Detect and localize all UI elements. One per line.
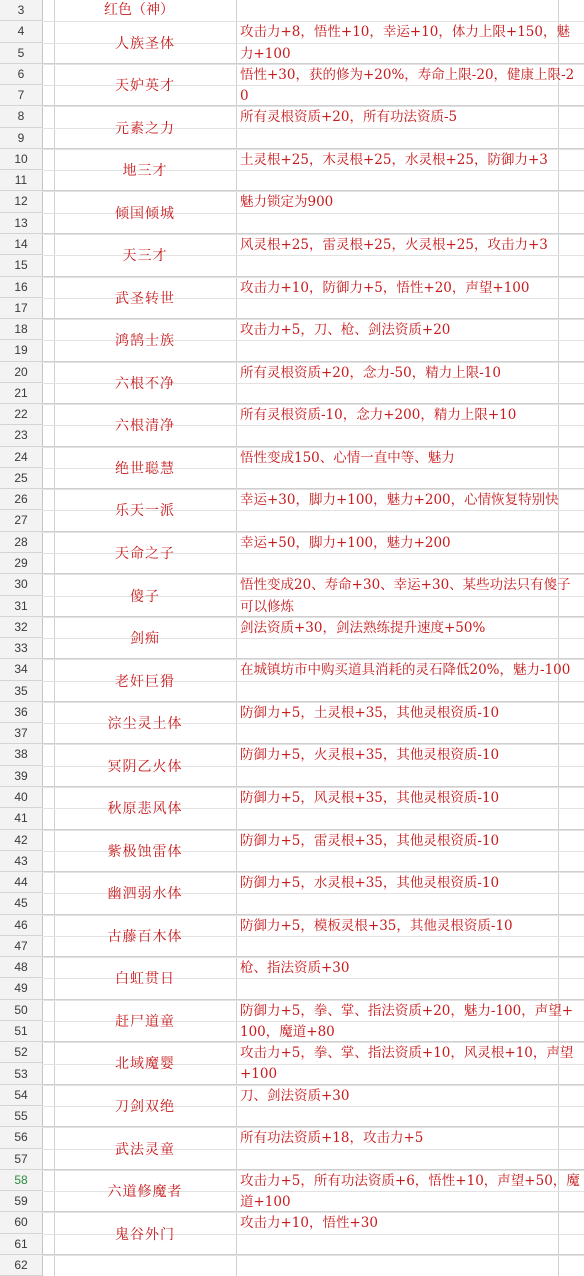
row-number[interactable]: 58 <box>0 1170 42 1191</box>
trait-effect-cell[interactable]: 土灵根+25，木灵根+25，水灵根+25，防御力+3 <box>240 151 548 168</box>
row-number[interactable]: 9 <box>0 128 42 149</box>
trait-name-cell[interactable]: 淙尘灵土体 <box>107 716 183 733</box>
row-number[interactable]: 14 <box>0 234 42 255</box>
row-number[interactable]: 34 <box>0 659 42 680</box>
row-number[interactable]: 59 <box>0 1191 42 1212</box>
row-number[interactable]: 4 <box>0 21 42 42</box>
trait-name-cell[interactable]: 傻子 <box>130 588 160 605</box>
trait-effect-cell[interactable]: 幸运+50，脚力+100，魅力+200 <box>240 534 451 551</box>
trait-effect-cell[interactable]: 防御力+5，拳、掌、指法资质+20，魅力-100，声望+100，魔道+80 <box>240 1002 574 1040</box>
trait-effect-cell[interactable]: 所有灵根资质+20，所有功法资质-5 <box>240 109 458 126</box>
row-number[interactable]: 26 <box>0 489 42 510</box>
row-number[interactable]: 20 <box>0 362 42 383</box>
row-number[interactable]: 38 <box>0 744 42 765</box>
trait-effect-cell[interactable]: 刀、剑法资质+30 <box>240 1087 350 1104</box>
row-number[interactable]: 47 <box>0 936 42 957</box>
trait-name-cell[interactable]: 乐天一派 <box>115 503 175 520</box>
trait-name-cell[interactable]: 武法灵童 <box>115 1141 175 1158</box>
row-number[interactable]: 25 <box>0 468 42 489</box>
row-number[interactable]: 40 <box>0 787 42 808</box>
row-number[interactable]: 8 <box>0 106 42 127</box>
trait-effect-cell[interactable]: 攻击力+5，所有功法资质+6，悟性+10，声望+50，魔道+100 <box>240 1172 580 1211</box>
trait-effect-cell[interactable]: 防御力+5，火灵根+35，其他灵根资质-10 <box>240 747 500 764</box>
trait-effect-cell[interactable]: 所有灵根资质+20，念力-50，精力上限-10 <box>240 364 501 381</box>
trait-effect-cell[interactable]: 悟性变成150、心情一直中等、魅力 <box>240 449 455 466</box>
row-number[interactable]: 57 <box>0 1149 42 1170</box>
trait-effect-cell[interactable]: 攻击力+10，悟性+30 <box>240 1215 378 1232</box>
row-number[interactable]: 39 <box>0 766 42 787</box>
row-number[interactable]: 49 <box>0 978 42 999</box>
trait-name-cell[interactable]: 六根清净 <box>115 418 175 435</box>
trait-effect-cell[interactable]: 幸运+30，脚力+100，魅力+200，心情恢复特别快 <box>240 492 559 509</box>
row-number[interactable]: 33 <box>0 638 42 659</box>
row-number[interactable]: 56 <box>0 1127 42 1148</box>
trait-name-cell[interactable]: 北域魔婴 <box>115 1056 175 1073</box>
trait-name-cell[interactable]: 倾国倾城 <box>115 205 175 222</box>
row-number[interactable]: 27 <box>0 510 42 531</box>
row-number[interactable]: 22 <box>0 404 42 425</box>
row-number[interactable]: 61 <box>0 1234 42 1255</box>
row-number[interactable]: 21 <box>0 383 42 404</box>
row-number[interactable]: 28 <box>0 532 42 553</box>
row-number[interactable]: 15 <box>0 255 42 276</box>
trait-name-cell[interactable]: 人族圣体 <box>115 35 175 52</box>
row-number[interactable]: 29 <box>0 553 42 574</box>
trait-name-cell[interactable]: 古藤百木体 <box>107 928 183 945</box>
trait-name-cell[interactable]: 武圣转世 <box>115 290 175 307</box>
row-number[interactable]: 5 <box>0 43 42 64</box>
trait-effect-cell[interactable]: 所有功法资质+18，攻击力+5 <box>240 1130 424 1147</box>
row-number[interactable]: 41 <box>0 808 42 829</box>
trait-effect-cell[interactable]: 防御力+5，水灵根+35，其他灵根资质-10 <box>240 875 500 892</box>
trait-effect-cell[interactable]: 防御力+5，土灵根+35，其他灵根资质-10 <box>240 704 500 721</box>
trait-name-cell[interactable]: 天命之子 <box>115 546 175 563</box>
row-number[interactable]: 43 <box>0 851 42 872</box>
trait-name-cell[interactable]: 冥阴乙火体 <box>107 758 183 775</box>
row-number[interactable]: 12 <box>0 191 42 212</box>
row-number[interactable]: 51 <box>0 1021 42 1042</box>
trait-effect-cell[interactable]: 所有灵根资质-10，念力+200，精力上限+10 <box>240 407 517 424</box>
row-number[interactable]: 3 <box>0 0 42 21</box>
trait-effect-cell[interactable]: 魅力锁定为900 <box>240 194 334 211</box>
row-number[interactable]: 36 <box>0 702 42 723</box>
trait-name-cell[interactable]: 地三才 <box>122 163 168 180</box>
row-number[interactable]: 35 <box>0 681 42 702</box>
row-number[interactable]: 44 <box>0 872 42 893</box>
trait-effect-cell[interactable]: 剑法资质+30，剑法熟练提升速度+50% <box>240 619 486 636</box>
row-number[interactable]: 32 <box>0 617 42 638</box>
trait-effect-cell[interactable]: 悟性变成20、寿命+30、幸运+30、某些功法只有傻子可以修炼 <box>240 577 571 615</box>
trait-effect-cell[interactable]: 攻击力+10，防御力+5，悟性+20，声望+100 <box>240 279 530 296</box>
trait-name-cell[interactable]: 幽泗弱水体 <box>107 886 183 903</box>
trait-name-cell[interactable]: 六道修魔者 <box>107 1184 183 1201</box>
row-header-column <box>0 0 43 1276</box>
trait-effect-cell[interactable]: 在城镇坊市中购买道具消耗的灵石降低20%，魅力-100 <box>240 662 571 679</box>
trait-effect-cell[interactable]: 攻击力+5，拳、掌、指法资质+10，风灵根+10，声望+100 <box>240 1045 574 1083</box>
row-number[interactable]: 31 <box>0 596 42 617</box>
trait-name-cell[interactable]: 刀剑双绝 <box>115 1099 175 1116</box>
row-number[interactable]: 13 <box>0 213 42 234</box>
row-number[interactable]: 45 <box>0 893 42 914</box>
row-number[interactable]: 55 <box>0 1106 42 1127</box>
trait-name-cell[interactable]: 天三才 <box>122 248 168 265</box>
row-number[interactable]: 54 <box>0 1085 42 1106</box>
trait-effect-cell[interactable]: 防御力+5，风灵根+35，其他灵根资质-10 <box>240 789 500 806</box>
trait-effect-cell[interactable]: 防御力+5，雷灵根+35，其他灵根资质-10 <box>240 832 500 849</box>
row-number[interactable]: 30 <box>0 574 42 595</box>
row-number[interactable]: 53 <box>0 1064 42 1085</box>
row-number[interactable]: 50 <box>0 1000 42 1021</box>
trait-effect-cell[interactable]: 枪、指法资质+30 <box>240 960 350 977</box>
trait-effect-cell[interactable]: 风灵根+25，雷灵根+25，火灵根+25，攻击力+3 <box>240 236 548 253</box>
row-number[interactable]: 24 <box>0 447 42 468</box>
row-number[interactable]: 23 <box>0 425 42 446</box>
trait-effect-cell[interactable]: 悟性+30，获的修为+20%，寿命上限-20，健康上限-20 <box>240 66 575 105</box>
row-number[interactable]: 17 <box>0 298 42 319</box>
row-number[interactable]: 10 <box>0 149 42 170</box>
row-number[interactable]: 11 <box>0 170 42 191</box>
row-number[interactable]: 16 <box>0 277 42 298</box>
trait-name-cell[interactable]: 鬼谷外门 <box>115 1226 175 1243</box>
trait-name-cell[interactable]: 紫极蚀雷体 <box>107 843 183 860</box>
trait-effect-cell[interactable]: 防御力+5，模板灵根+35，其他灵根资质-10 <box>240 917 513 934</box>
section-title[interactable]: 红色（神） <box>104 2 174 18</box>
trait-name-cell[interactable]: 秋原悲风体 <box>107 801 183 818</box>
trait-name-cell[interactable]: 赶尸道童 <box>115 1013 175 1030</box>
row-number[interactable]: 19 <box>0 340 42 361</box>
row-number[interactable]: 18 <box>0 319 42 340</box>
trait-name-cell[interactable]: 元素之力 <box>115 120 175 137</box>
row-number[interactable]: 46 <box>0 915 42 936</box>
trait-name-cell[interactable]: 白虹贯日 <box>115 971 175 988</box>
trait-name-cell[interactable]: 剑痴 <box>130 631 160 648</box>
row-number[interactable]: 42 <box>0 830 42 851</box>
trait-name-cell[interactable]: 绝世聪慧 <box>115 460 175 477</box>
row-number[interactable]: 52 <box>0 1042 42 1063</box>
trait-name-cell[interactable]: 老奸巨猾 <box>115 673 175 690</box>
row-number[interactable]: 62 <box>0 1255 42 1276</box>
trait-effect-cell[interactable]: 攻击力+8，悟性+10，幸运+10，体力上限+150，魅力+100 <box>240 24 570 62</box>
row-number[interactable]: 6 <box>0 64 42 85</box>
trait-name-cell[interactable]: 天妒英才 <box>115 78 175 95</box>
row-number[interactable]: 60 <box>0 1212 42 1233</box>
row-number[interactable]: 48 <box>0 957 42 978</box>
row-number[interactable]: 37 <box>0 723 42 744</box>
trait-effect-cell[interactable]: 攻击力+5，刀、枪、剑法资质+20 <box>240 322 451 339</box>
trait-name-cell[interactable]: 六根不净 <box>115 375 175 392</box>
trait-name-cell[interactable]: 鸿鹄士族 <box>115 333 175 350</box>
row-number[interactable]: 7 <box>0 85 42 106</box>
